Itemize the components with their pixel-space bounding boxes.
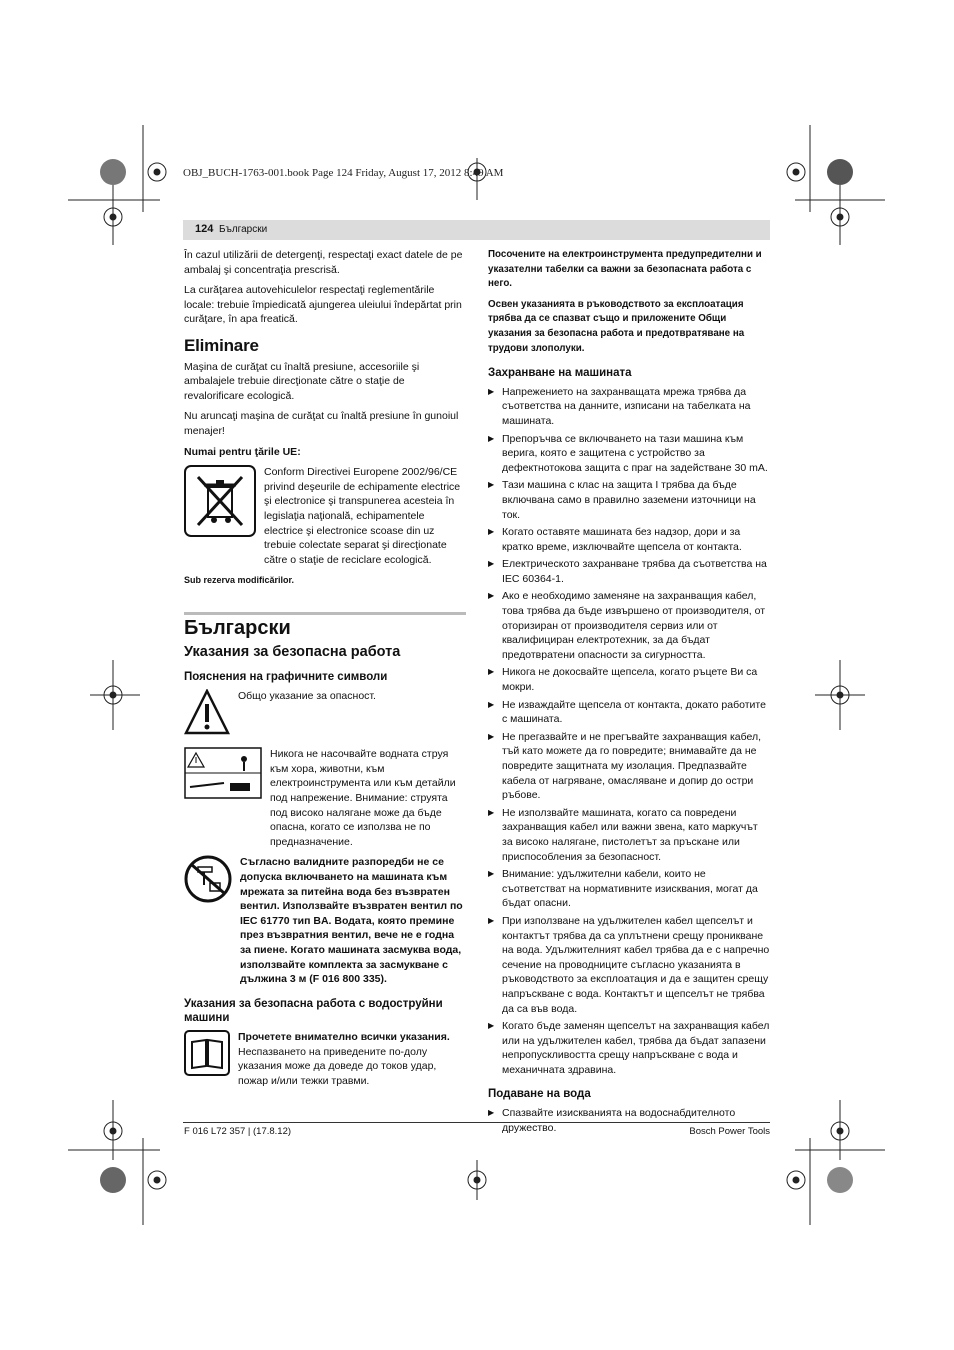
list-item: ▶ Не изваждайте щепсела от контакта, докато работите с машината. — [488, 698, 770, 727]
list-item: ▶ Не използвайте машината, когато са повредени захранващия кабел или важни звена, като маркучът за високо налягане, пистолетът за пръскане или приспособления за безопасност. — [488, 806, 770, 864]
read-manual-icon — [184, 1030, 230, 1081]
list-item: ▶ Никога не докосвайте щепсела, когато ръцете Ви са мокри. — [488, 665, 770, 694]
list-item: ▶ Напрежението на захранващата мрежа трябва да съответства на данните, изписани на табелката на машината. — [488, 385, 770, 429]
read-manual-row — [184, 1030, 466, 1088]
page-section: Български — [219, 224, 268, 235]
list-item: ▶ Внимание: удължителни кабели, които не съответстват на нормативните изисквания, могат да бъдат опасни. — [488, 867, 770, 911]
warning-triangle-icon — [184, 689, 230, 740]
weee-text: Conform Directivei Europene 2002/96/CE privind deşeurile de echipamente electrice şi electronice şi transpunerea acesteia în legislaţia naţională, echipamentele electrice şi electronice scoase din uz trebuie colectate separat şi direcţionate către o staţie de reciclare ecologică. — [264, 466, 461, 566]
symbol-text: Съгласно валидните разпоредби не се допуска включването на машината към мрежата за питейна вода без възвратен вентил. Използвайте възвратен вентил по IEC 61770 тип BA. Водата, която премине през възвратния вентил, вече не е годна за пиене. Когато машината засмуква вода, използвайте комплекта за засмукване с дължина 3 м (F 016 800 335). — [240, 856, 463, 986]
washers-title: Указания за безопасна работа с водоструйни машини — [184, 997, 443, 1025]
symbols-title: Пояснения на графичните символи — [184, 671, 388, 684]
symbol-text: Никога не насочвайте водната струя към хора, животни, към електроинструмента или към детайли под напрежение. Внимание: струята под високо налягане може да бъде опасна, когато се използва не по предназначение. — [270, 748, 456, 848]
language-title: Български — [184, 616, 291, 639]
footer-rule — [183, 1122, 770, 1123]
water-title: Подаване на вода — [488, 1088, 591, 1101]
paragraph: La curăţarea autovehiculelor respectaţi reglementările locale: trebuie împiedicată ajungerea uleiului îndepărtat prin curăţare, în apa freatică. — [184, 284, 462, 326]
power-list — [488, 385, 770, 1078]
list-item: ▶ Ако е необходимо заменяне на захранващия кабел, това трябва да бъде извършено от производителя, от оторизиран от производителя сервиз или от квалифициран електротехник, за да бъдат предотвратени опасности за сигурността. — [488, 589, 770, 662]
safety-title: Указания за безопасна работа — [184, 644, 401, 661]
paragraph: Посочените на електроинструмента предупредителни и указателни табелки са важни за безопасната работа с него. — [488, 249, 762, 290]
symbol-row — [184, 689, 466, 740]
no-drinking-water-icon — [184, 855, 232, 908]
list-item: ▶ Не прегазвайте и не прегъвайте захранващия кабел, тъй като можете да го повредите; внимавайте да не повредите защитната му изолация. Предпазвайте кабела от нагряване, омасляване и допир до остри ръбове. — [488, 730, 770, 803]
eu-label: Numai pentru ţările UE: — [184, 445, 301, 458]
symbol-text: Общо указание за опасност. — [238, 689, 376, 702]
symbol-row — [184, 747, 466, 849]
footer-code: F 016 L72 357 | (17.8.12) — [184, 1126, 292, 1137]
power-title: Захранване на машината — [488, 367, 632, 380]
left-column — [184, 248, 466, 1094]
page-number: 124 — [195, 223, 214, 235]
read-text: Неспазването на приведените по-долу указания може да доведе до токов удар, пожар и/или тежки травми. — [238, 1045, 437, 1087]
read-bold: Прочетете внимателно всички указания. — [238, 1030, 450, 1043]
file-header: OBJ_BUCH-1763-001.book Page 124 Friday, August 17, 2012 8:49 AM — [183, 167, 504, 179]
list-item: ▶ Тази машина с клас на защита I трябва да бъде включвана само в правилно заземени източници на ток. — [488, 478, 770, 522]
paragraph: Maşina de curăţat cu înaltă presiune, accesoriile şi ambalajele trebuie direcţionate către o staţie de revalorificare ecologică. — [184, 360, 420, 402]
paragraph: Освен указанията в ръководството за експлоатация трябва да се спазват също и приложените Общи указания за безопасна работа и предотвратяване на трудови злополуки. — [488, 298, 745, 354]
reserve-note: Sub rezerva modificărilor. — [184, 575, 295, 586]
page-header — [183, 220, 770, 240]
footer-brand: Bosch Power Tools — [689, 1126, 770, 1137]
right-column — [488, 248, 770, 1141]
crossed-bin-icon — [184, 465, 256, 542]
section-title-eliminare: Eliminare — [184, 335, 259, 355]
symbol-row — [184, 855, 466, 986]
weee-block — [184, 465, 466, 567]
list-item: ▶ Електрическото захранване трябва да съответства на IEC 60364-1. — [488, 557, 770, 586]
list-item: ▶ Спазвайте изискванията на водоснабдителното дружество. — [488, 1106, 770, 1135]
paragraph: Nu aruncaţi maşina de curăţat cu înaltă presiune în gunoiul menajer! — [184, 410, 459, 437]
list-item: ▶ Препоръчва се включването на тази машина към верига, която е защитена с устройство за дефектнотокова защита с праг на задействане 30 mA. — [488, 432, 770, 476]
water-jet-warning-icon — [184, 747, 262, 804]
paragraph: În cazul utilizării de detergenţi, respectaţi exact datele de pe ambalaj şi concentraţia prescrisă. — [184, 249, 463, 276]
list-item: ▶ При използване на удължителен кабел щепселът и контактът трябва да са уплътнени срещу проникване на вода. Удължителният кабел трябва да е с напречно сечение на проводниците съгласно указанията в ръководството за експлоатация и да е защитен срещу напръскване с вода. Контактът и щепселът не трябва да са във вода. — [488, 914, 770, 1016]
list-item: ▶ Когато бъде заменян щепселът на захранващия кабел или на удължителен кабел, трябва да бъдат запазени непропускливостта срещу напръскване с вода и механичната здравина. — [488, 1019, 770, 1077]
list-item: ▶ Когато оставяте машината без надзор, дори и за кратко време, изключвайте щепсела от контакта. — [488, 525, 770, 554]
